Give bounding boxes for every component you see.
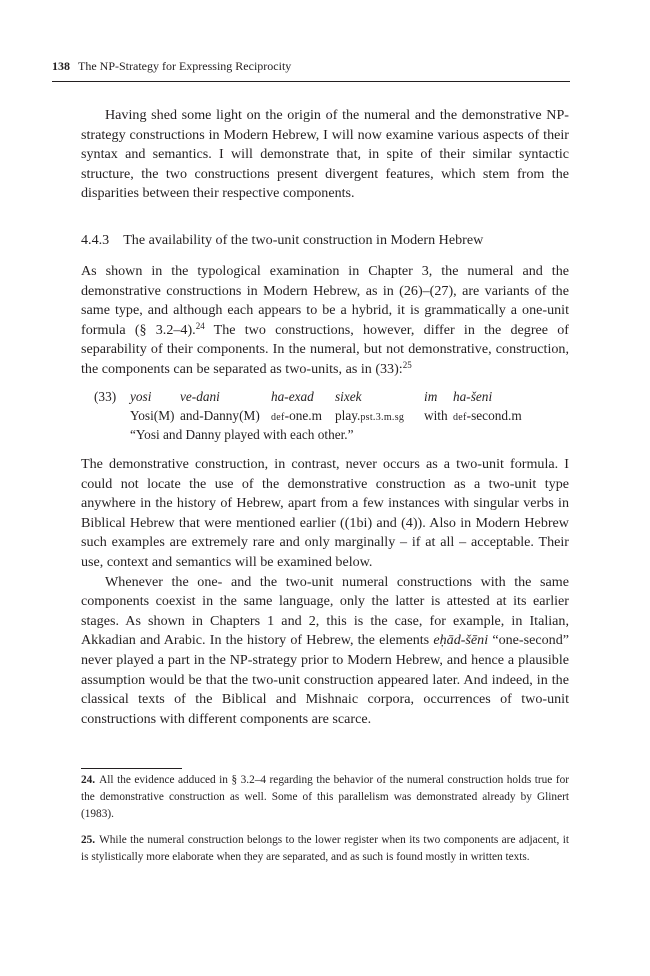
paragraph-2-part1: As shown in the typological examination in Chapter 3, the numeral and the demonstrative constructions in Modern Hebrew, as in (26)–(27), are variants of the same type, and although each appears to be a hybrid, it is grammatically a one-unit formula (§ 3.2–4).	[81, 263, 569, 338]
paragraph-2	[81, 262, 569, 380]
footnote-24	[81, 772, 569, 823]
paragraph-4-part2: “one-second” never played a part in the NP-strategy prior to Modern Hebrew, and hence a plausible assumption would be that the two-unit construction appeared later. And indeed, in the classical texts of the Biblical and Mishnaic corpora, occurrences of two-unit constructions with different components are scarce.	[81, 632, 570, 727]
gloss-word: and-Danny(M)	[180, 408, 260, 423]
gloss-rest: -second.m	[466, 408, 522, 423]
section-number: 4.4.3	[81, 232, 110, 248]
example-word: yosi	[130, 389, 152, 404]
gloss-word	[453, 407, 522, 428]
example-word: ha-šeni	[453, 389, 493, 404]
gloss-rest: -one.m	[284, 408, 322, 423]
footnote-25	[81, 832, 569, 866]
footnote-text: All the evidence adduced in § 3.2–4 regarding the behavior of the numeral construction holds true for the demonstrative construction as well. Some of this parallelism was demonstrated already by Glinert (1983).	[81, 774, 569, 820]
gloss-word	[271, 407, 322, 428]
footnote-ref-24[interactable]: 24	[195, 320, 205, 331]
gloss-word: Yosi(M)	[130, 408, 175, 423]
running-header	[52, 58, 570, 74]
paragraph-4-text	[81, 573, 569, 730]
gloss-word	[335, 407, 404, 428]
header-rule	[52, 81, 570, 82]
section-heading	[81, 230, 569, 250]
example-word: ve-dani	[180, 389, 220, 404]
example-translation: “Yosi and Danny played with each other.”	[130, 427, 354, 442]
paragraph-2-text	[81, 262, 569, 380]
section-title: The availability of the two-unit construction in Modern Hebrew	[123, 232, 484, 248]
footnote-number: 25.	[81, 834, 96, 846]
paragraph-2-part2: The two constructions, however, differ in the degree of separability of their components. In the numeral, but not demonstrative, construction, the components can be separated as two-units, as in (33):	[81, 321, 569, 377]
gloss-abbrev: def	[453, 412, 467, 423]
footnote-ref-25[interactable]: 25	[402, 359, 412, 370]
paragraph-1-text: Having shed some light on the origin of the numeral and the demonstrative NP-strategy constructions in Modern Hebrew, I will now examine various aspects of their syntax and semantics. I will demonstrate that, in spite of their similar syntactic structure, the two constructions present divergent features, which stem from the disparities between their respective components.	[81, 107, 569, 202]
paragraph-3-4	[81, 455, 569, 729]
footnote-rule	[81, 768, 182, 769]
example-word: sixek	[335, 389, 362, 404]
example-word: ha-exad	[271, 389, 314, 404]
hebrew-term: eḥād-šēni	[433, 632, 489, 649]
running-title: The NP-Strategy for Expressing Reciprocity	[78, 59, 292, 73]
footnote-number: 24.	[81, 774, 96, 786]
paragraph-4-part1: Whenever the one- and the two-unit numeral constructions with the same components coexist in the same language, only the latter is attested at its earlier stages. As shown in Chapters 1 and 2, this is the case, for example, in Italian, Akkadian and Arabic. In the history of Hebrew, the elements	[81, 573, 569, 649]
page-number: 138	[52, 59, 70, 73]
gloss-rest: play.	[335, 408, 361, 423]
example-number: (33)	[94, 389, 117, 404]
paragraph-3-text: The demonstrative construction, in contrast, never occurs as a two-unit formula. I could not locate the use of the demonstrative construction as a two-unit type anywhere in the history of Hebrew, apart from a few instances with singular verbs in Biblical Hebrew that were mentioned earlier ((1bi) and (4)). Also in Modern Hebrew such examples are extremely rare and only marginally – if at all – acceptable. Their use, context and semantics will be examined below.	[81, 456, 569, 570]
example-word: im	[424, 389, 438, 404]
gloss-abbrev: pst.3.m.sg	[360, 412, 405, 423]
gloss-abbrev: def	[271, 412, 285, 423]
footnote-text: While the numeral construction belongs to the lower register when its two components are adjacent, it is stylistically more elaborate when they are separated, and as such is found mostly in written texts.	[81, 834, 569, 863]
paragraph-1	[81, 106, 569, 204]
gloss-word: with	[424, 408, 448, 423]
